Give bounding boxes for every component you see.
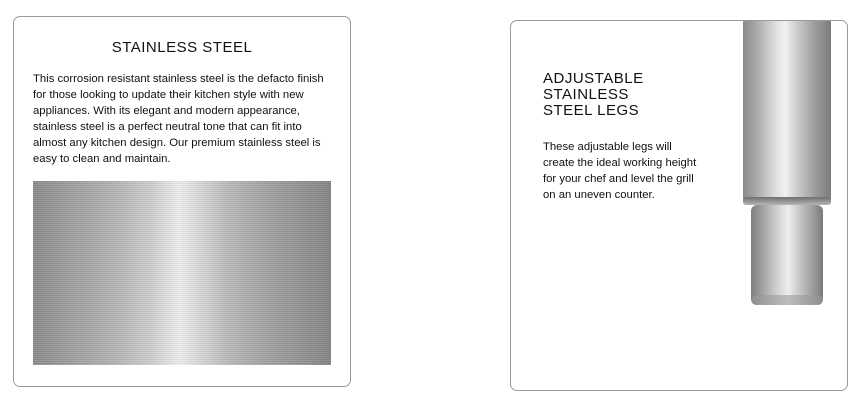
adjustable-legs-title-line-3: STEEL LEGS bbox=[543, 102, 640, 119]
brushed-steel-swatch-image bbox=[33, 181, 331, 365]
adjustable-legs-card bbox=[510, 20, 848, 391]
adjustable-legs-title bbox=[543, 71, 713, 119]
adjustable-legs-title-line-1: ADJUSTABLE bbox=[543, 70, 644, 87]
stainless-steel-title: STAINLESS STEEL bbox=[111, 39, 253, 56]
stainless-leg-image bbox=[741, 20, 833, 311]
adjustable-legs-title-line-2: STAINLESS bbox=[543, 86, 629, 103]
stainless-steel-card bbox=[13, 16, 351, 387]
adjustable-legs-description: These adjustable legs will create the ideal working height for your chef and level the grill on an uneven counter. bbox=[543, 141, 697, 201]
stainless-steel-description: This corrosion resistant stainless steel is the defacto finish for those looking to update their kitchen style with new appliances. With its elegant and modern appearance, stainless steel is a perfect neutral tone that can fit into almost any kitchen design. Our premium stainless steel is easy to clean and maintain. bbox=[33, 73, 324, 165]
